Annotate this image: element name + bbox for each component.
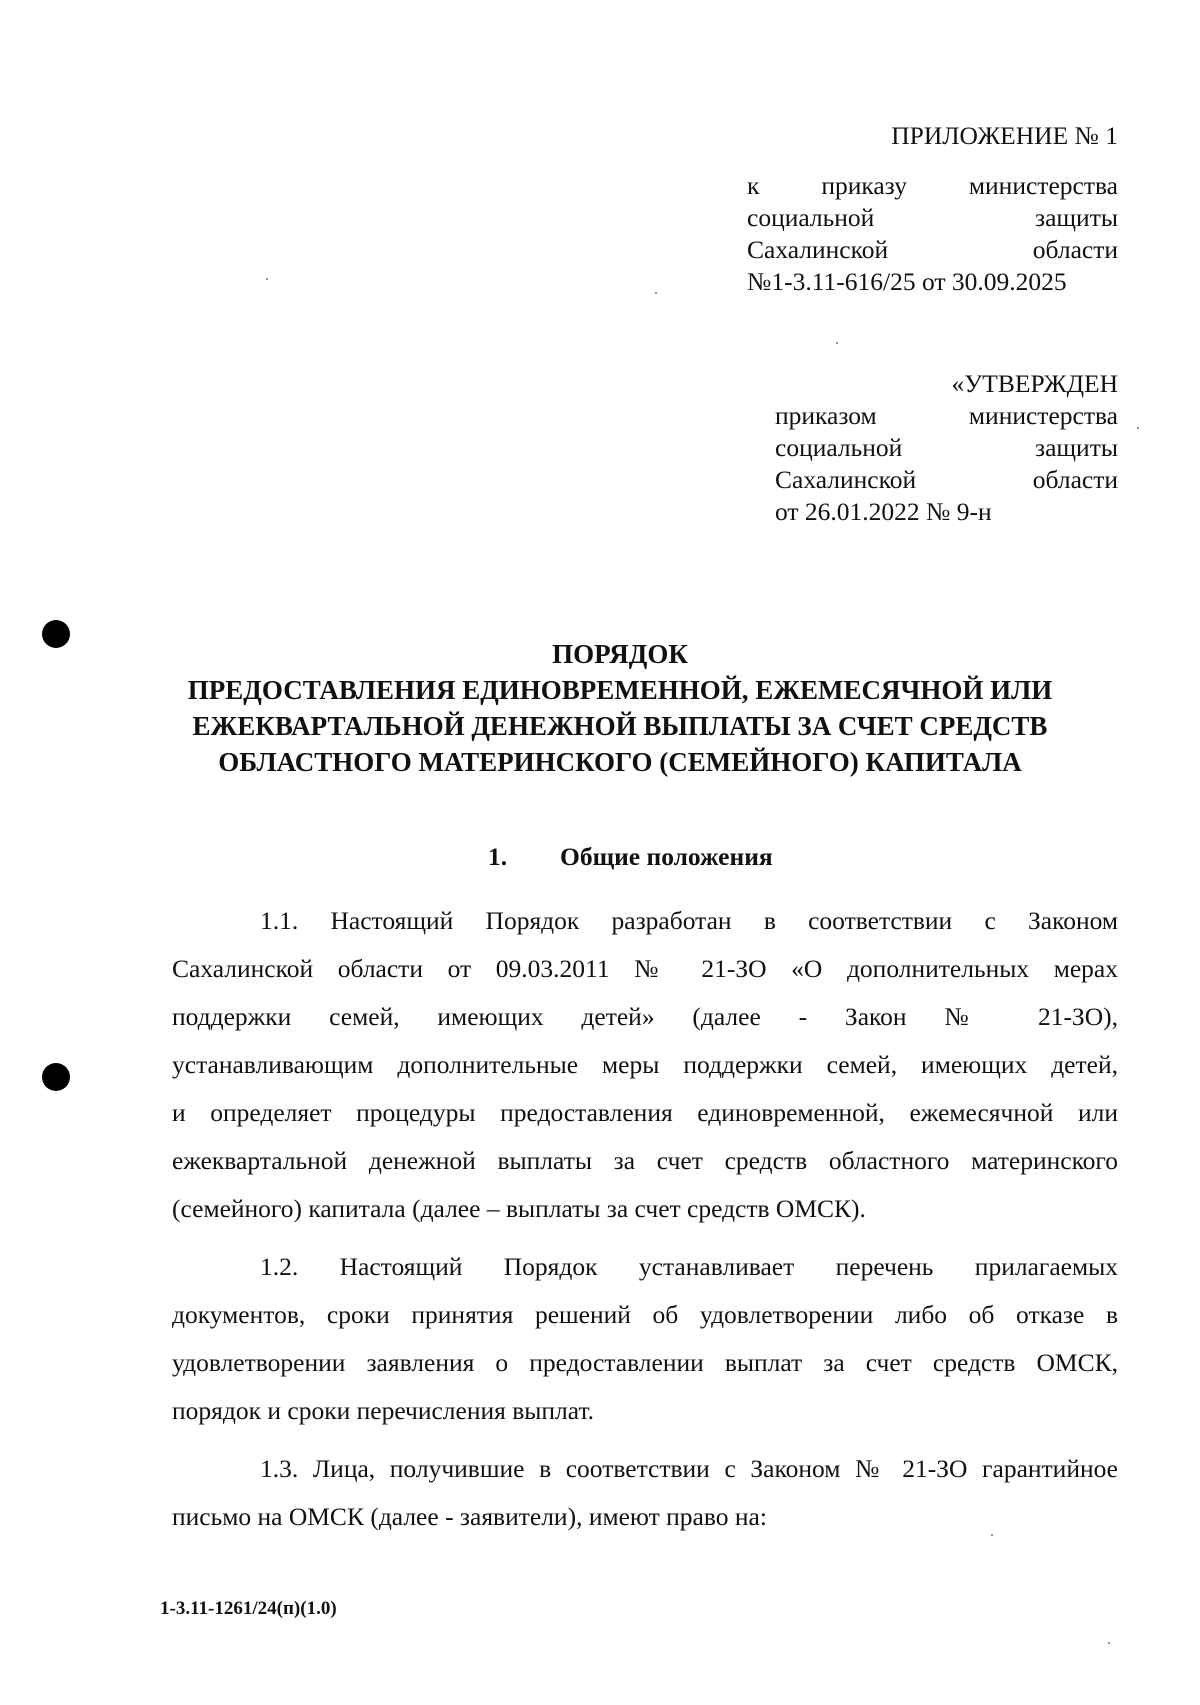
scan-speck bbox=[991, 1534, 993, 1536]
paragraph-line: 1.1. Настоящий Порядок разработан в соответствии с Законом bbox=[260, 906, 1118, 935]
document-title-line: ПРЕДОСТАВЛЕНИЯ ЕДИНОВРЕМЕННОЙ, ЕЖЕМЕСЯЧНОЙ ИЛИ bbox=[187, 675, 1053, 705]
paragraph-line: порядок и сроки перечисления выплат. bbox=[172, 1396, 595, 1425]
paragraph-line: ежеквартальной денежной выплаты за счет средств областного материнского bbox=[172, 1146, 1118, 1175]
scan-speck bbox=[655, 292, 657, 294]
scan-speck bbox=[836, 342, 838, 344]
appendix-line: социальной защиты bbox=[747, 203, 1118, 232]
punch-hole-top bbox=[42, 620, 70, 648]
punch-hole-bottom bbox=[42, 1063, 70, 1091]
appendix-line: №1-3.11-616/25 от 30.09.2025 bbox=[747, 267, 1067, 296]
paragraph-line: (семейного) капитала (далее – выплаты за счет средств ОМСК). bbox=[172, 1194, 866, 1223]
appendix-line: Сахалинской области bbox=[747, 235, 1118, 264]
approval-line: приказом министерства bbox=[775, 401, 1118, 430]
paragraph-line: Сахалинской области от 09.03.2011 № 21-ЗО «О дополнительных мерах bbox=[172, 954, 1118, 983]
scan-speck bbox=[1108, 1642, 1110, 1644]
paragraph-line: поддержки семей, имеющих детей» (далее - Закон № 21-ЗО), bbox=[172, 1002, 1118, 1031]
paragraph-line: и определяет процедуры предоставления единовременной, ежемесячной или bbox=[172, 1098, 1118, 1127]
paragraph-line: 1.2. Настоящий Порядок устанавливает перечень прилагаемых bbox=[260, 1252, 1118, 1281]
document-title-line: ОБЛАСТНОГО МАТЕРИНСКОГО (СЕМЕЙНОГО) КАПИТАЛА bbox=[218, 747, 1022, 777]
paragraph-line: письмо на ОМСК (далее - заявители), имеют право на: bbox=[172, 1502, 767, 1531]
paragraph-line: удовлетворении заявления о предоставлении выплат за счет средств ОМСК, bbox=[172, 1348, 1118, 1377]
section-number: 1. bbox=[488, 842, 508, 871]
approval-line: социальной защиты bbox=[775, 433, 1118, 462]
scan-speck bbox=[266, 278, 268, 280]
document-title-line: ПОРЯДОК bbox=[552, 639, 688, 669]
paragraph-line: 1.3. Лица, получившие в соответствии с Законом № 21-ЗО гарантийное bbox=[260, 1454, 1118, 1483]
paragraph-line: устанавливающим дополнительные меры поддержки семей, имеющих детей, bbox=[172, 1050, 1118, 1079]
paragraph-line: документов, сроки принятия решений об удовлетворении либо об отказе в bbox=[172, 1300, 1118, 1329]
approval-line: Сахалинской области bbox=[775, 465, 1118, 494]
document-title-line: ЕЖЕКВАРТАЛЬНОЙ ДЕНЕЖНОЙ ВЫПЛАТЫ ЗА СЧЕТ СРЕДСТВ bbox=[192, 711, 1048, 741]
appendix-line: к приказу министерства bbox=[747, 171, 1118, 200]
section-title: Общие положения bbox=[560, 842, 773, 871]
document-code: 1-3.11-1261/24(п)(1.0) bbox=[160, 1598, 337, 1619]
approval-line: от 26.01.2022 № 9-н bbox=[775, 497, 992, 526]
approval-title: «УТВЕРЖДЕН bbox=[951, 369, 1118, 398]
appendix-title: ПРИЛОЖЕНИЕ № 1 bbox=[891, 121, 1118, 150]
scan-speck bbox=[1137, 427, 1139, 429]
